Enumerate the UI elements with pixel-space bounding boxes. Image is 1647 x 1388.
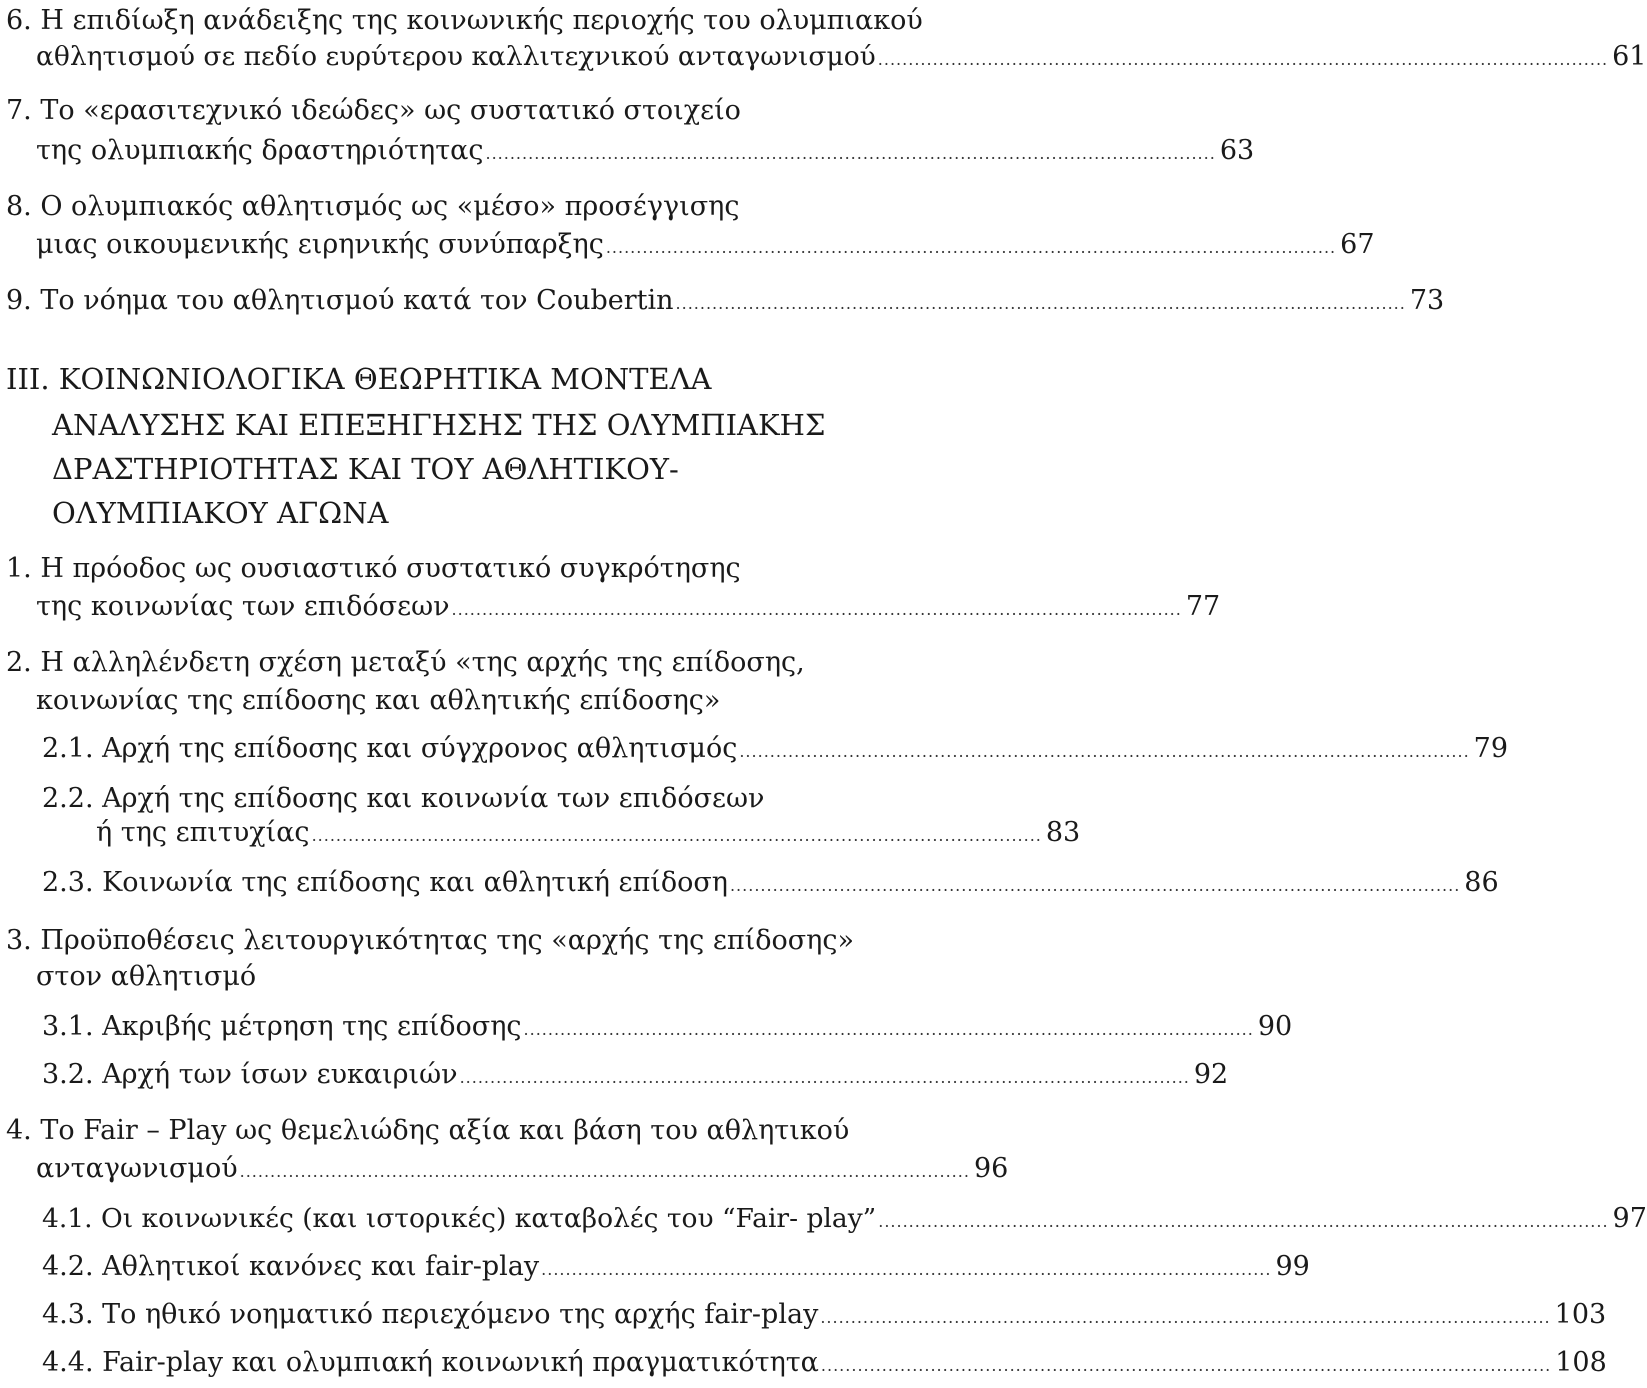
toc-entry-1-text: της κοινωνίας των επιδόσεων	[36, 591, 450, 622]
toc-entry-4-4	[42, 1346, 1607, 1380]
toc-entry-9	[6, 284, 1445, 318]
toc-entry-2-2-text: ή της επιτυχίας	[96, 817, 310, 848]
toc-entry-3-1-text: 3.1. Ακριβής μέτρηση της επίδοσης	[42, 1011, 522, 1042]
toc-entry-1-page: 77	[1185, 591, 1221, 622]
toc-entry-4-3-text: 4.3. Το ηθικό νοηματικό περιεχόμενο της αρχής fair-play	[42, 1299, 819, 1330]
toc-entry-7-text: της ολυμπιακής δραστηριότητας	[36, 135, 484, 166]
toc-entry-2-1	[42, 732, 1509, 766]
leader-dots: ........................................................................................................................	[675, 294, 1406, 313]
toc-entry-7-line2	[36, 134, 1255, 168]
toc-entry-4-page: 96	[973, 1153, 1009, 1184]
toc-entry-4-1-text: 4.1. Οι κοινωνικές (και ιστορικές) καταβολές του “Fair- play”	[42, 1203, 877, 1234]
toc-entry-8-line2	[36, 228, 1375, 262]
toc-entry-2-2-line2	[96, 816, 1081, 850]
toc-entry-3-line2: στον αθλητισμό	[36, 961, 257, 992]
leader-dots: ........................................................................................................................	[459, 1068, 1190, 1087]
leader-dots: ........................................................................................................................	[877, 50, 1609, 69]
toc-entry-4-2-page: 99	[1275, 1251, 1310, 1282]
leader-dots: ........................................................................................................................	[485, 144, 1216, 163]
toc-entry-8-text: μιας οικουμενικής ειρηνικής συνύπαρξης	[36, 229, 604, 260]
toc-entry-2-line1: 2. Η αλληλένδετη σχέση μεταξύ «της αρχής της επίδοσης,	[6, 647, 805, 678]
toc-entry-3-2	[42, 1058, 1229, 1092]
toc-entry-4-line2	[36, 1152, 1009, 1186]
toc-entry-2-2-line1: 2.2. Αρχή της επίδοσης και κοινωνία των επιδόσεων	[42, 783, 765, 814]
leader-dots: ........................................................................................................................	[239, 1162, 970, 1181]
toc-entry-3-1-page: 90	[1257, 1011, 1293, 1042]
toc-entry-8-page: 67	[1340, 229, 1375, 260]
toc-entry-1-line2	[36, 590, 1221, 624]
toc-entry-7-line1: 7. Το «ερασιτεχνικό ιδεώδες» ως συστατικό στοιχείο	[6, 95, 741, 126]
leader-dots: ........................................................................................................................	[820, 1308, 1551, 1327]
section-heading-line4: ΟΛΥΜΠΙΑΚΟΥ ΑΓΩΝΑ	[52, 496, 389, 530]
toc-entry-1-line1: 1. Η πρόοδος ως ουσιαστικό συστατικό συγκρότησης	[6, 553, 741, 584]
toc-entry-4-1	[42, 1202, 1647, 1236]
toc-entry-4-3-page: 103	[1554, 1299, 1607, 1330]
toc-entry-2-3	[42, 866, 1499, 900]
toc-entry-2-3-text: 2.3. Κοινωνία της επίδοσης και αθλητική επίδοση	[42, 867, 728, 898]
toc-entry-4-text: ανταγωνισμού	[36, 1153, 238, 1184]
leader-dots: ........................................................................................................................	[523, 1020, 1254, 1039]
toc-entry-6-line2	[36, 40, 1647, 74]
toc-entry-4-2-text: 4.2. Αθλητικοί κανόνες και fair-play	[42, 1251, 540, 1282]
toc-entry-4-line1: 4. Το Fair – Play ως θεμελιώδης αξία και βάση του αθλητικού	[6, 1115, 850, 1146]
leader-dots: ........................................................................................................................	[820, 1356, 1552, 1375]
leader-dots: ........................................................................................................................	[311, 826, 1042, 845]
section-heading-line2: ΑΝΑΛΥΣΗΣ ΚΑΙ ΕΠΕΞΗΓΗΣΗΣ ΤΗΣ ΟΛΥΜΠΙΑΚΗΣ	[52, 408, 826, 442]
toc-entry-4-4-text: 4.4. Fair-play και ολυμπιακή κοινωνική πραγματικότητα	[42, 1347, 819, 1378]
toc-entry-4-4-page: 108	[1555, 1347, 1607, 1378]
toc-entry-3-2-page: 92	[1193, 1059, 1229, 1090]
toc-entry-8-line1: 8. Ο ολυμπιακός αθλητισμός ως «μέσο» προσέγγισης	[6, 191, 740, 222]
toc-entry-9-text: 9. Το νόημα του αθλητισμού κατά τον Coubertin	[6, 285, 674, 316]
toc-entry-2-line2: κοινωνίας της επίδοσης και αθλητικής επίδοσης»	[36, 685, 721, 716]
leader-dots: ........................................................................................................................	[451, 600, 1182, 619]
leader-dots: ........................................................................................................................	[878, 1212, 1609, 1231]
leader-dots: ........................................................................................................................	[541, 1260, 1272, 1279]
toc-entry-4-2	[42, 1250, 1310, 1284]
toc-entry-7-page: 63	[1219, 135, 1255, 166]
leader-dots: ........................................................................................................................	[739, 742, 1470, 761]
leader-dots: ........................................................................................................................	[729, 876, 1461, 895]
toc-entry-2-3-page: 86	[1464, 867, 1499, 898]
toc-entry-3-line1: 3. Προϋποθέσεις λειτουργικότητας της «αρχής της επίδοσης»	[6, 925, 854, 956]
toc-entry-3-2-text: 3.2. Αρχή των ίσων ευκαιριών	[42, 1059, 458, 1090]
toc-entry-9-page: 73	[1409, 285, 1445, 316]
section-heading-line1: III. ΚΟΙΝΩΝΙΟΛΟΓΙΚΑ ΘΕΩΡΗΤΙΚΑ ΜΟΝΤΕΛΑ	[6, 362, 712, 396]
section-heading-line3: ΔΡΑΣΤΗΡΙΟΤΗΤΑΣ ΚΑΙ ΤΟΥ ΑΘΛΗΤΙΚΟΥ-	[52, 452, 679, 486]
toc-entry-6-line1: 6. Η επιδίωξη ανάδειξης της κοινωνικής περιοχής του ολυμπιακού	[6, 5, 923, 36]
toc-entry-2-1-page: 79	[1473, 733, 1509, 764]
toc-entry-4-3	[42, 1298, 1607, 1332]
toc-entry-6-page: 61	[1612, 41, 1647, 72]
toc-entry-4-1-page: 97	[1612, 1203, 1647, 1234]
toc-entry-3-1	[42, 1010, 1293, 1044]
toc-entry-2-1-text: 2.1. Αρχή της επίδοσης και σύγχρονος αθλητισμός	[42, 733, 738, 764]
toc-entry-6-text: αθλητισμού σε πεδίο ευρύτερου καλλιτεχνικού ανταγωνισμού	[36, 41, 876, 72]
toc-entry-2-2-page: 83	[1045, 817, 1081, 848]
leader-dots: ........................................................................................................................	[605, 238, 1337, 257]
